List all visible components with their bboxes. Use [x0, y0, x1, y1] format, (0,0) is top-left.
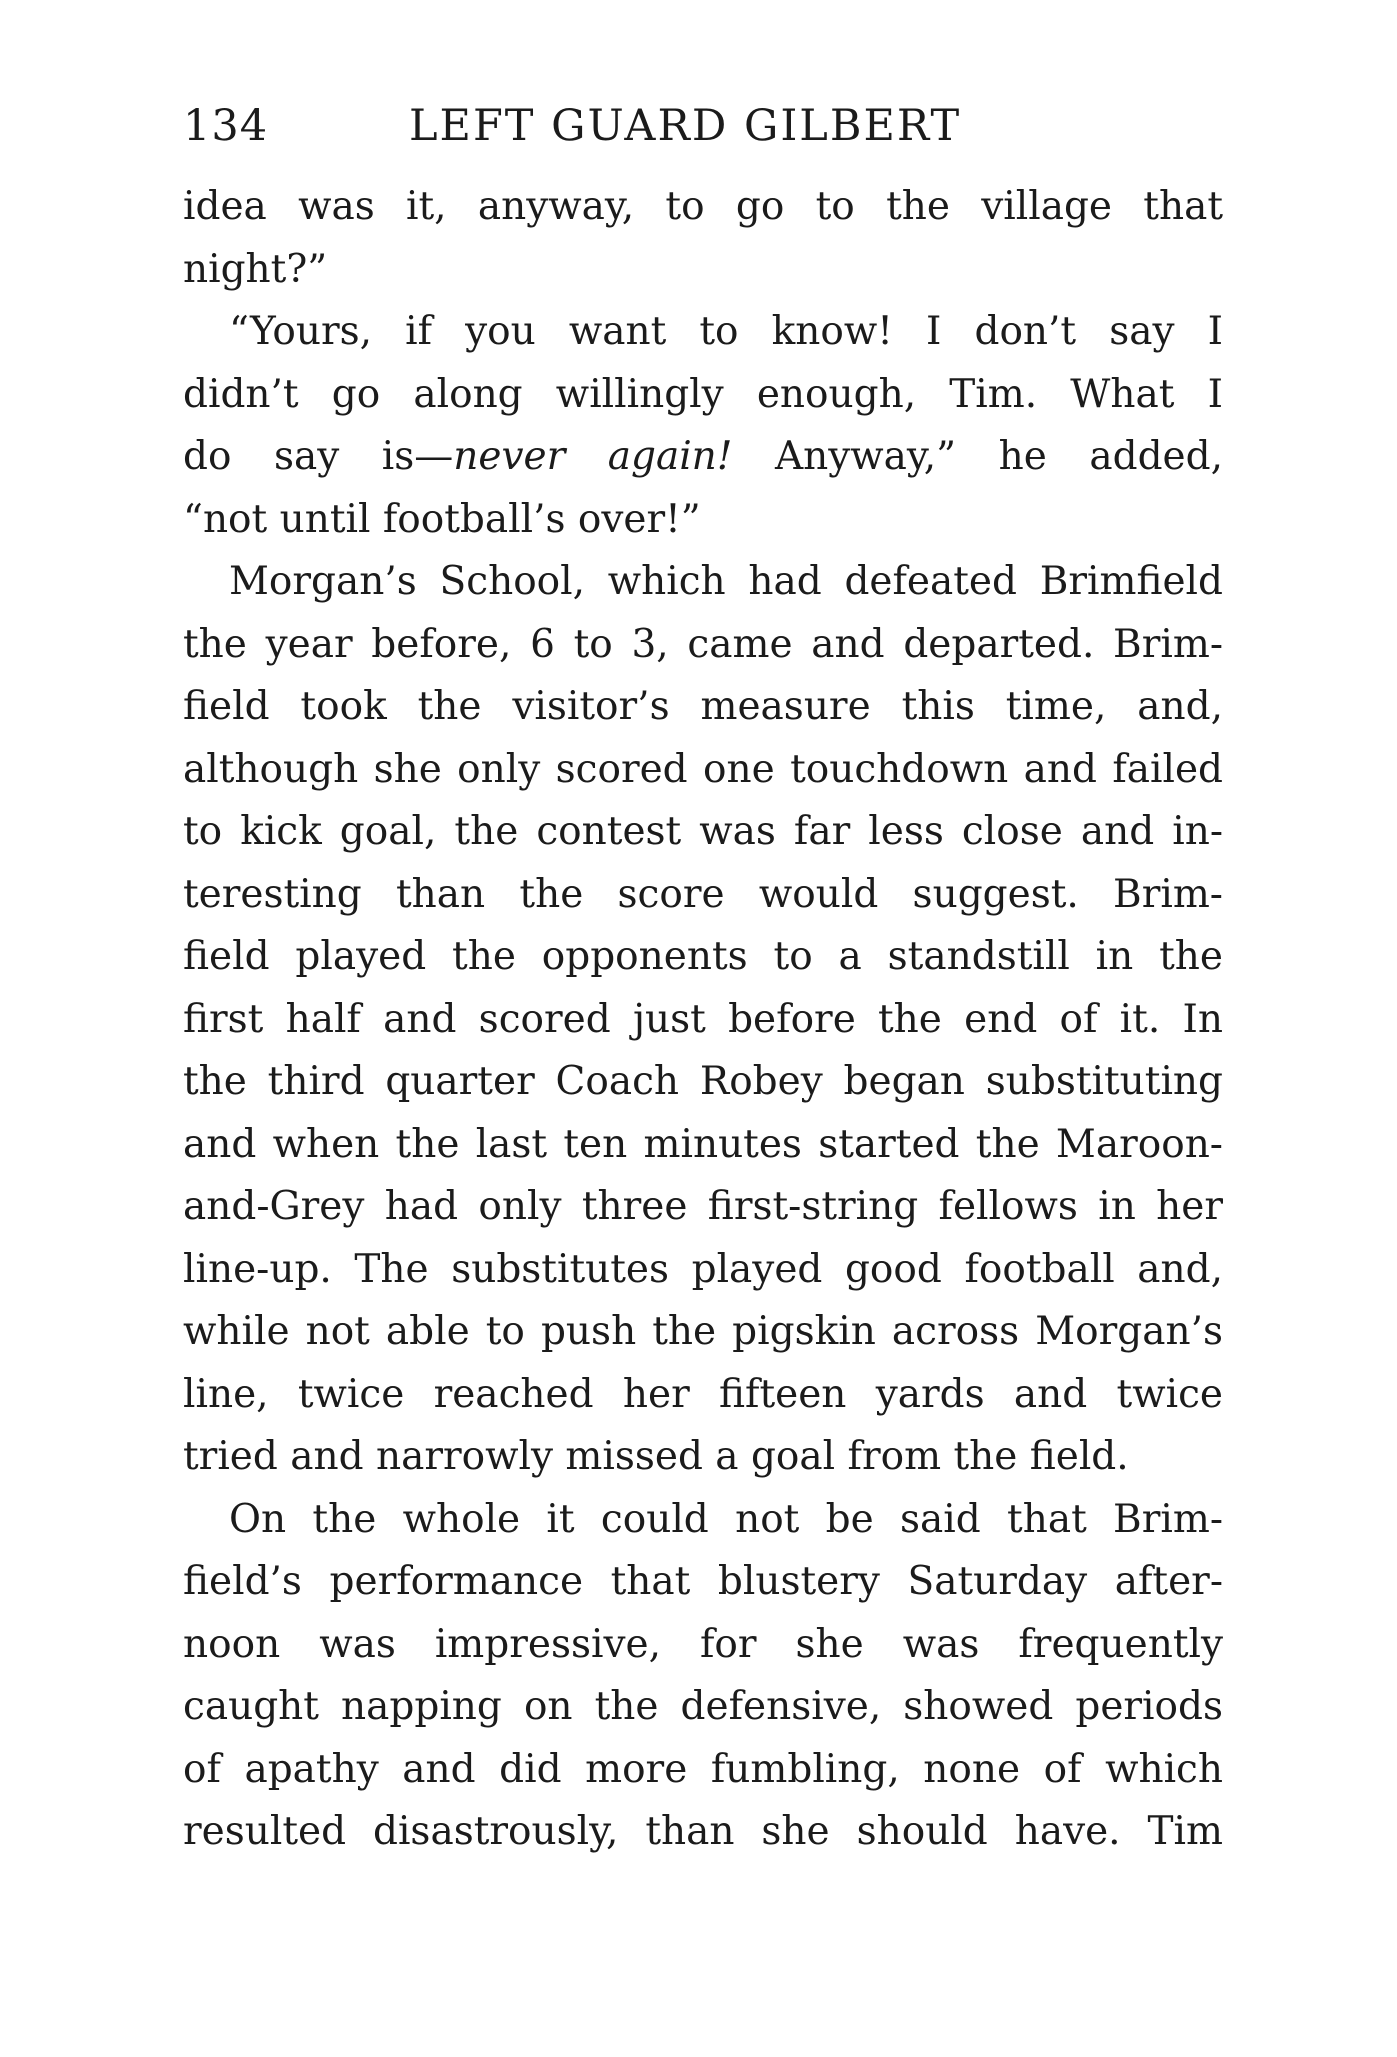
text-line: line-up. The substitutes played good football and,	[183, 1246, 1223, 1292]
text-line: tried and narrowly missed a goal from the field.	[183, 1434, 1129, 1479]
text-line: field took the visitor’s measure this time, and,	[183, 684, 1223, 729]
text-line: first half and scored just before the end of it. In	[183, 996, 1223, 1042]
text-line: didn’t go along willingly enough, Tim. What I	[183, 371, 1223, 417]
running-title: LEFT GUARD GILBERT	[409, 101, 962, 151]
text-line: although she only scored one touchdown and failed	[183, 746, 1223, 792]
page-header	[183, 96, 1223, 156]
text-line	[183, 426, 1223, 489]
text-line: “Yours, if you want to know! I don’t say I	[229, 309, 1223, 354]
text-line: and when the last ten minutes started the Maroon-	[183, 1121, 1223, 1167]
text-line: field’s performance that blustery Saturday after-	[183, 1559, 1223, 1604]
text-line: night?”	[183, 246, 328, 292]
text-line: the third quarter Coach Robey began substituting	[183, 1059, 1223, 1104]
text-line: of apathy and did more fumbling, none of which	[183, 1746, 1223, 1792]
body-text	[183, 176, 1223, 1864]
text-line: and-Grey had only three first-string fellows in her	[183, 1184, 1223, 1229]
emphasized-text: never again!	[453, 434, 733, 479]
text-fragment: Anyway,” he added,	[732, 434, 1223, 479]
text-line: idea was it, anyway, to go to the village that	[183, 184, 1223, 229]
text-line: teresting than the score would suggest. Brim-	[183, 871, 1223, 917]
text-line: line, twice reached her fifteen yards and twice	[183, 1371, 1223, 1417]
text-line: noon was impressive, for she was frequently	[183, 1621, 1223, 1667]
text-line: field played the opponents to a standstill in the	[183, 934, 1223, 979]
text-line: the year before, 6 to 3, came and departed. Brim-	[183, 621, 1223, 667]
text-line: resulted disastrously, than she should have. Tim	[183, 1809, 1223, 1854]
text-line: On the whole it could not be said that Brim-	[229, 1496, 1223, 1542]
text-line: while not able to push the pigskin across Morgan’s	[183, 1309, 1223, 1354]
page-number: 134	[183, 101, 269, 151]
text-fragment: do say is—	[183, 434, 454, 479]
text-line: caught napping on the defensive, showed periods	[183, 1684, 1223, 1729]
text-line: Morgan’s School, which had defeated Brimfield	[229, 559, 1223, 604]
text-line: “not until football’s over!”	[183, 496, 701, 542]
text-line: to kick goal, the contest was far less close and in-	[183, 809, 1223, 854]
